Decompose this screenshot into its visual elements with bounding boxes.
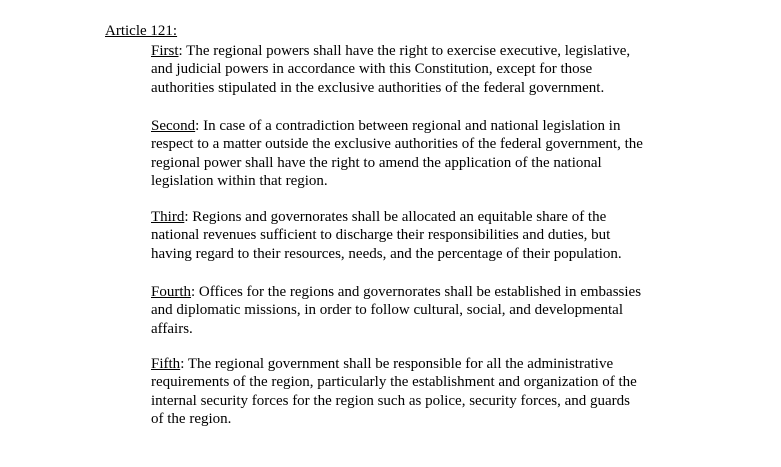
paragraph-text: : The regional powers shall have the right to exercise executive, legislative, xyxy=(178,43,631,59)
paragraph-fifth xyxy=(151,355,691,429)
article-heading: Article 121: xyxy=(105,23,178,39)
paragraph-line xyxy=(151,355,691,373)
paragraph-line: authorities stipulated in the exclusive authorities of the federal government. xyxy=(151,79,605,96)
paragraph-text: : Regions and governorates shall be allocated an equitable share of the xyxy=(184,209,607,225)
paragraph-line: legislation within that region. xyxy=(151,173,328,190)
paragraph-line xyxy=(151,208,691,226)
paragraph-line: requirements of the region, particularly the establishment and organization of the xyxy=(151,374,637,391)
paragraph-text: : In case of a contradiction between regional and national legislation in xyxy=(195,118,621,134)
paragraph-line: having regard to their resources, needs, and the percentage of their population. xyxy=(151,245,622,262)
paragraph-text: : The regional government shall be responsible for all the administrative xyxy=(180,356,614,372)
paragraph-line: and judicial powers in accordance with this Constitution, except for those xyxy=(151,61,593,78)
paragraph-first xyxy=(151,42,691,97)
paragraph-line: regional power shall have the right to amend the application of the national xyxy=(151,154,602,171)
paragraph-line: affairs. xyxy=(151,320,193,337)
paragraph-label: Third xyxy=(151,209,185,225)
paragraph-line xyxy=(151,117,691,135)
paragraph-fourth xyxy=(151,283,691,338)
paragraph-label: Fourth xyxy=(151,284,192,300)
paragraph-line xyxy=(151,42,691,60)
paragraph-label: First xyxy=(151,43,179,59)
paragraph-line: internal security forces for the region such as police, security forces, and guards xyxy=(151,392,630,409)
paragraph-line: of the region. xyxy=(151,411,232,428)
paragraph-line: national revenues sufficient to discharge their responsibilities and duties, but xyxy=(151,227,611,244)
paragraph-line: respect to a matter outside the exclusive authorities of the federal government, the xyxy=(151,136,643,153)
paragraph-text: : Offices for the regions and governorates shall be established in embassies xyxy=(191,284,642,300)
paragraph-label: Fifth xyxy=(151,356,181,372)
paragraph-second xyxy=(151,117,691,191)
paragraph-third xyxy=(151,208,691,263)
paragraph-line: and diplomatic missions, in order to follow cultural, social, and developmental xyxy=(151,302,623,319)
paragraph-line xyxy=(151,283,691,301)
paragraph-label: Second xyxy=(151,118,196,134)
